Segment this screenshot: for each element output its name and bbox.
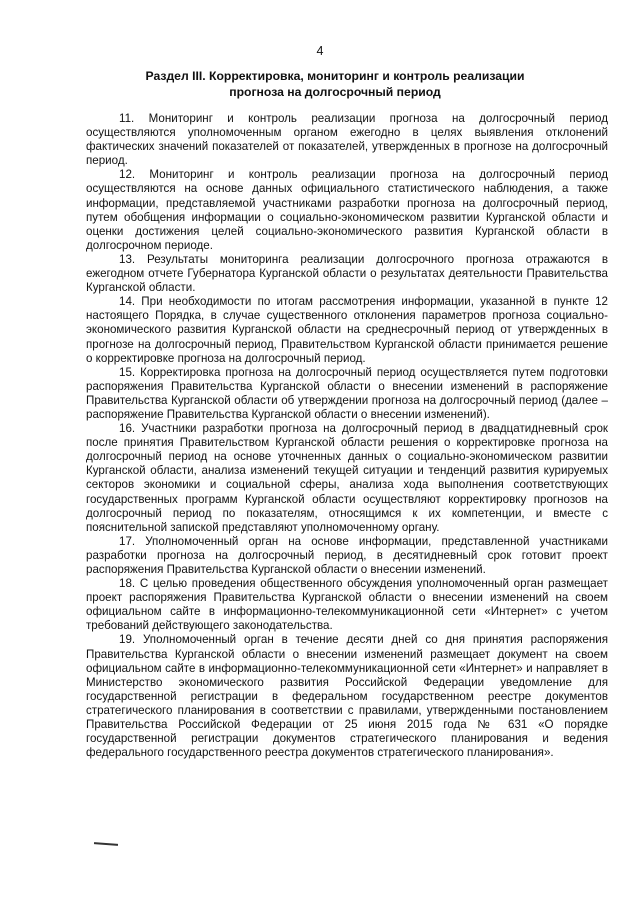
section-title: [90, 68, 580, 100]
paragraph-17: 17. Уполномоченный орган на основе информации, представленной участниками разработки прогноза на долгосрочный период, в десятидневный срок готовит проект распоряжения Правительства Курганской области о внесении изменений.: [86, 534, 608, 576]
section-title-line-1: Раздел III. Корректировка, мониторинг и контроль реализации: [145, 69, 525, 83]
paragraph-18: 18. С целью проведения общественного обсуждения уполномоченный орган размещает проект распоряжения Правительства Курганской области о внесении изменений на своем официальном сайте в информационно-телекоммуникационной сети «Интернет» с учетом требований действующего законодательства.: [86, 577, 608, 633]
paragraph-19: 19. Уполномоченный орган в течение десяти дней со дня принятия распоряжения Правительства Курганской области о внесении изменений размещает документ на своем официальном сайте в информационно-телекоммуникационной сети «Интернет» и направляет в Министерство экономического развития Российской Федерации уведомление для государственной регистрации в федеральном государственном реестре документов стратегического планирования в соответствии с правилами, утвержденными постановлением Правительства Российской Федерации от 25 июня 2015 года № 631 «О порядке государственной регистрации документов стратегического планирования и ведения федерального государственного реестра документов стратегического планирования».: [86, 633, 608, 760]
paragraph-14: 14. При необходимости по итогам рассмотрения информации, указанной в пункте 12 настоящего Порядка, в случае существенного отклонения параметров прогноза социально-экономического развития Курганской области на среднесрочный период от утвержденных в прогнозе на долгосрочный период, Правительством Курганской области принимается решение о корректировке прогноза на долгосрочный период.: [86, 295, 608, 365]
pen-mark: [94, 842, 118, 846]
section-title-line-2: прогноза на долгосрочный период: [229, 85, 441, 99]
paragraph-16: 16. Участники разработки прогноза на долгосрочный период в двадцатидневный срок после принятия Правительством Курганской области решения о корректировке прогноза на долгосрочный период на основе уточненных данных о социально-экономическом развитии Курганской области, анализа изменений текущей ситуации и тенденций развития курируемых секторов экономики и социальной сферы, анализа хода выполнения соответствующих государственных программ Курганской области осуществляют корректировку прогнозов на долгосрочный период по показателям, относящимся к их компетенции, и вместе с пояснительной запиской представляют уполномоченному органу.: [86, 422, 608, 534]
paragraph-13: 13. Результаты мониторинга реализации долгосрочного прогноза отражаются в ежегодном отчете Губернатора Курганской области о результатах деятельности Правительства Курганской области.: [86, 252, 608, 295]
paragraph-11: 11. Мониторинг и контроль реализации прогноза на долгосрочный период осуществляются уполномоченным органом ежегодно в целях выявления отклонений фактических значений показателей от показателей, утвержденных в прогнозе на долгосрочный период.: [86, 112, 608, 168]
paragraph-12: 12. Мониторинг и контроль реализации прогноза на долгосрочный период осуществляются на основе данных официального статистического наблюдения, а также информации, представляемой участниками разработки прогноза на долгосрочный период, путем обобщения информации о социально-экономическом развитии Курганской области и оценки достижения целей социально-экономического развития Курганской области в долгосрочном периоде.: [86, 168, 608, 252]
page-number: 4: [316, 44, 324, 58]
document-body: [86, 112, 608, 760]
paragraph-15: 15. Корректировка прогноза на долгосрочный период осуществляется путем подготовки распоряжения Правительства Курганской области о внесении изменений в распоряжение Правительства Курганской области об утверждении прогноза на долгосрочный период (далее – распоряжение Правительства Курганской области о внесении изменений).: [86, 365, 608, 421]
